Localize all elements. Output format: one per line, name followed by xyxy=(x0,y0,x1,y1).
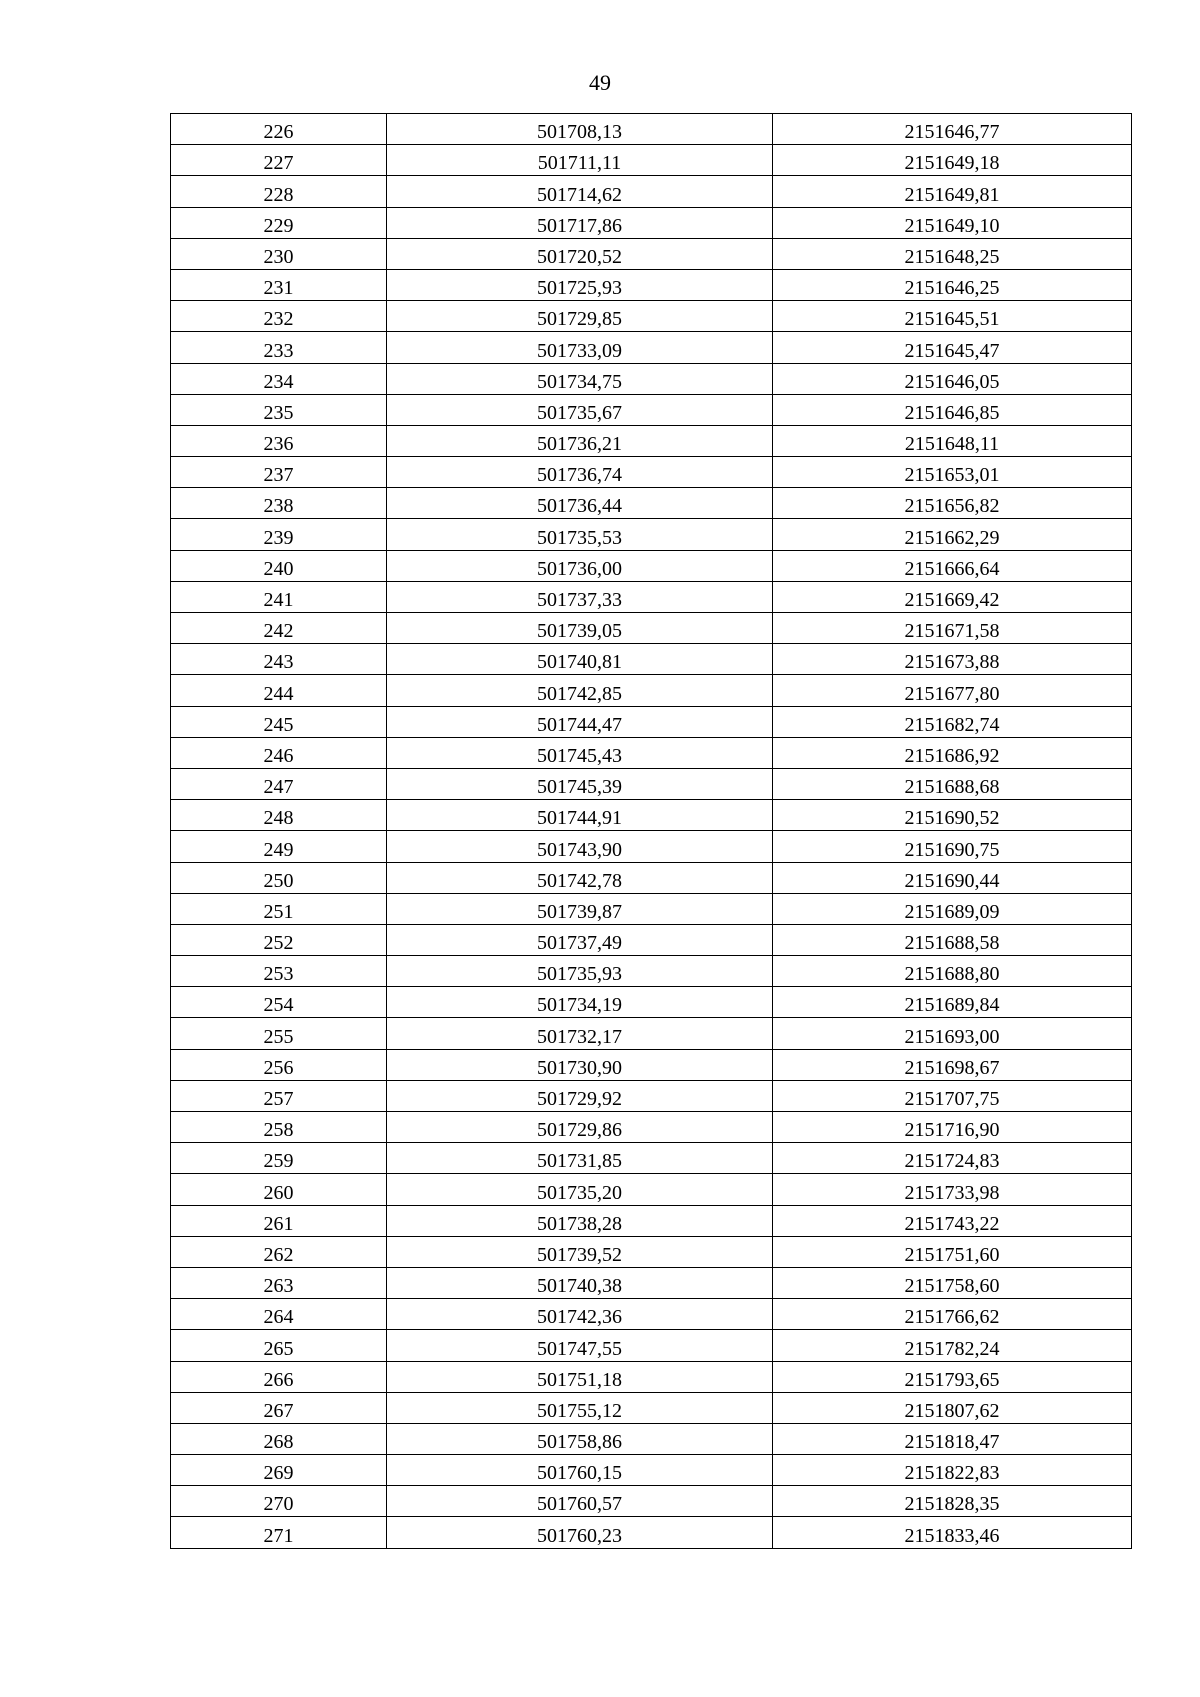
x-coordinate-cell: 501737,33 xyxy=(387,581,773,612)
point-number-cell: 240 xyxy=(171,550,387,581)
y-coordinate-cell: 2151649,81 xyxy=(773,176,1132,207)
point-number-cell: 255 xyxy=(171,1018,387,1049)
table-row xyxy=(171,1423,1132,1454)
y-coordinate-cell: 2151648,11 xyxy=(773,425,1132,456)
table-row xyxy=(171,145,1132,176)
point-number-cell: 266 xyxy=(171,1361,387,1392)
x-coordinate-cell: 501744,47 xyxy=(387,706,773,737)
table-row xyxy=(171,1392,1132,1423)
y-coordinate-cell: 2151807,62 xyxy=(773,1392,1132,1423)
x-coordinate-cell: 501745,43 xyxy=(387,737,773,768)
table-row xyxy=(171,332,1132,363)
y-coordinate-cell: 2151646,77 xyxy=(773,114,1132,145)
table-row xyxy=(171,831,1132,862)
x-coordinate-cell: 501735,67 xyxy=(387,394,773,425)
x-coordinate-cell: 501751,18 xyxy=(387,1361,773,1392)
point-number-cell: 228 xyxy=(171,176,387,207)
y-coordinate-cell: 2151649,18 xyxy=(773,145,1132,176)
table-row xyxy=(171,1080,1132,1111)
point-number-cell: 262 xyxy=(171,1236,387,1267)
table-row xyxy=(171,862,1132,893)
point-number-cell: 247 xyxy=(171,768,387,799)
table-row xyxy=(171,457,1132,488)
point-number-cell: 248 xyxy=(171,800,387,831)
x-coordinate-cell: 501732,17 xyxy=(387,1018,773,1049)
point-number-cell: 230 xyxy=(171,238,387,269)
point-number-cell: 256 xyxy=(171,1049,387,1080)
point-number-cell: 235 xyxy=(171,394,387,425)
x-coordinate-cell: 501760,57 xyxy=(387,1486,773,1517)
x-coordinate-cell: 501731,85 xyxy=(387,1143,773,1174)
y-coordinate-cell: 2151828,35 xyxy=(773,1486,1132,1517)
table-row xyxy=(171,768,1132,799)
y-coordinate-cell: 2151758,60 xyxy=(773,1267,1132,1298)
point-number-cell: 242 xyxy=(171,613,387,644)
point-number-cell: 253 xyxy=(171,956,387,987)
point-number-cell: 245 xyxy=(171,706,387,737)
table-row xyxy=(171,644,1132,675)
point-number-cell: 238 xyxy=(171,488,387,519)
table-row xyxy=(171,737,1132,768)
y-coordinate-cell: 2151666,64 xyxy=(773,550,1132,581)
y-coordinate-cell: 2151649,10 xyxy=(773,207,1132,238)
coordinates-table-body xyxy=(171,114,1132,1549)
y-coordinate-cell: 2151707,75 xyxy=(773,1080,1132,1111)
y-coordinate-cell: 2151645,47 xyxy=(773,332,1132,363)
table-row xyxy=(171,114,1132,145)
y-coordinate-cell: 2151688,58 xyxy=(773,924,1132,955)
table-row xyxy=(171,363,1132,394)
x-coordinate-cell: 501717,86 xyxy=(387,207,773,238)
y-coordinate-cell: 2151682,74 xyxy=(773,706,1132,737)
point-number-cell: 237 xyxy=(171,457,387,488)
table-row xyxy=(171,675,1132,706)
table-row xyxy=(171,924,1132,955)
coordinates-table xyxy=(170,113,1132,1549)
table-row xyxy=(171,394,1132,425)
y-coordinate-cell: 2151656,82 xyxy=(773,488,1132,519)
y-coordinate-cell: 2151677,80 xyxy=(773,675,1132,706)
x-coordinate-cell: 501758,86 xyxy=(387,1423,773,1454)
y-coordinate-cell: 2151724,83 xyxy=(773,1143,1132,1174)
x-coordinate-cell: 501729,86 xyxy=(387,1112,773,1143)
table-row xyxy=(171,1112,1132,1143)
table-row xyxy=(171,1486,1132,1517)
y-coordinate-cell: 2151690,75 xyxy=(773,831,1132,862)
x-coordinate-cell: 501714,62 xyxy=(387,176,773,207)
point-number-cell: 259 xyxy=(171,1143,387,1174)
point-number-cell: 234 xyxy=(171,363,387,394)
y-coordinate-cell: 2151662,29 xyxy=(773,519,1132,550)
x-coordinate-cell: 501747,55 xyxy=(387,1330,773,1361)
x-coordinate-cell: 501734,19 xyxy=(387,987,773,1018)
point-number-cell: 268 xyxy=(171,1423,387,1454)
point-number-cell: 227 xyxy=(171,145,387,176)
table-row xyxy=(171,581,1132,612)
y-coordinate-cell: 2151645,51 xyxy=(773,301,1132,332)
point-number-cell: 233 xyxy=(171,332,387,363)
x-coordinate-cell: 501760,23 xyxy=(387,1517,773,1548)
table-row xyxy=(171,956,1132,987)
point-number-cell: 252 xyxy=(171,924,387,955)
point-number-cell: 246 xyxy=(171,737,387,768)
table-row xyxy=(171,1236,1132,1267)
x-coordinate-cell: 501736,21 xyxy=(387,425,773,456)
x-coordinate-cell: 501742,78 xyxy=(387,862,773,893)
y-coordinate-cell: 2151648,25 xyxy=(773,238,1132,269)
table-row xyxy=(171,800,1132,831)
point-number-cell: 250 xyxy=(171,862,387,893)
y-coordinate-cell: 2151689,84 xyxy=(773,987,1132,1018)
x-coordinate-cell: 501736,74 xyxy=(387,457,773,488)
table-row xyxy=(171,207,1132,238)
table-row xyxy=(171,519,1132,550)
y-coordinate-cell: 2151751,60 xyxy=(773,1236,1132,1267)
point-number-cell: 243 xyxy=(171,644,387,675)
point-number-cell: 239 xyxy=(171,519,387,550)
x-coordinate-cell: 501734,75 xyxy=(387,363,773,394)
x-coordinate-cell: 501744,91 xyxy=(387,800,773,831)
y-coordinate-cell: 2151690,52 xyxy=(773,800,1132,831)
point-number-cell: 270 xyxy=(171,1486,387,1517)
x-coordinate-cell: 501735,20 xyxy=(387,1174,773,1205)
y-coordinate-cell: 2151733,98 xyxy=(773,1174,1132,1205)
table-row xyxy=(171,1267,1132,1298)
x-coordinate-cell: 501736,00 xyxy=(387,550,773,581)
point-number-cell: 249 xyxy=(171,831,387,862)
y-coordinate-cell: 2151822,83 xyxy=(773,1455,1132,1486)
table-row xyxy=(171,1049,1132,1080)
point-number-cell: 257 xyxy=(171,1080,387,1111)
y-coordinate-cell: 2151690,44 xyxy=(773,862,1132,893)
point-number-cell: 258 xyxy=(171,1112,387,1143)
point-number-cell: 244 xyxy=(171,675,387,706)
point-number-cell: 263 xyxy=(171,1267,387,1298)
y-coordinate-cell: 2151793,65 xyxy=(773,1361,1132,1392)
y-coordinate-cell: 2151782,24 xyxy=(773,1330,1132,1361)
y-coordinate-cell: 2151646,25 xyxy=(773,269,1132,300)
y-coordinate-cell: 2151688,80 xyxy=(773,956,1132,987)
point-number-cell: 264 xyxy=(171,1299,387,1330)
x-coordinate-cell: 501708,13 xyxy=(387,114,773,145)
x-coordinate-cell: 501735,53 xyxy=(387,519,773,550)
x-coordinate-cell: 501739,05 xyxy=(387,613,773,644)
point-number-cell: 271 xyxy=(171,1517,387,1548)
x-coordinate-cell: 501730,90 xyxy=(387,1049,773,1080)
point-number-cell: 251 xyxy=(171,893,387,924)
y-coordinate-cell: 2151671,58 xyxy=(773,613,1132,644)
x-coordinate-cell: 501736,44 xyxy=(387,488,773,519)
x-coordinate-cell: 501739,52 xyxy=(387,1236,773,1267)
table-row xyxy=(171,1018,1132,1049)
point-number-cell: 229 xyxy=(171,207,387,238)
y-coordinate-cell: 2151693,00 xyxy=(773,1018,1132,1049)
table-row xyxy=(171,1330,1132,1361)
table-row xyxy=(171,987,1132,1018)
y-coordinate-cell: 2151689,09 xyxy=(773,893,1132,924)
y-coordinate-cell: 2151698,67 xyxy=(773,1049,1132,1080)
table-row xyxy=(171,1174,1132,1205)
point-number-cell: 261 xyxy=(171,1205,387,1236)
point-number-cell: 265 xyxy=(171,1330,387,1361)
table-row xyxy=(171,706,1132,737)
table-row xyxy=(171,425,1132,456)
point-number-cell: 231 xyxy=(171,269,387,300)
page-number: 49 xyxy=(589,70,611,95)
x-coordinate-cell: 501733,09 xyxy=(387,332,773,363)
x-coordinate-cell: 501743,90 xyxy=(387,831,773,862)
y-coordinate-cell: 2151716,90 xyxy=(773,1112,1132,1143)
x-coordinate-cell: 501737,49 xyxy=(387,924,773,955)
y-coordinate-cell: 2151688,68 xyxy=(773,768,1132,799)
table-row xyxy=(171,1205,1132,1236)
table-row xyxy=(171,1455,1132,1486)
x-coordinate-cell: 501729,85 xyxy=(387,301,773,332)
table-row xyxy=(171,1299,1132,1330)
y-coordinate-cell: 2151766,62 xyxy=(773,1299,1132,1330)
x-coordinate-cell: 501738,28 xyxy=(387,1205,773,1236)
x-coordinate-cell: 501735,93 xyxy=(387,956,773,987)
x-coordinate-cell: 501739,87 xyxy=(387,893,773,924)
y-coordinate-cell: 2151686,92 xyxy=(773,737,1132,768)
table-row xyxy=(171,550,1132,581)
x-coordinate-cell: 501720,52 xyxy=(387,238,773,269)
x-coordinate-cell: 501745,39 xyxy=(387,768,773,799)
table-row xyxy=(171,238,1132,269)
table-row xyxy=(171,176,1132,207)
point-number-cell: 260 xyxy=(171,1174,387,1205)
point-number-cell: 267 xyxy=(171,1392,387,1423)
table-row xyxy=(171,613,1132,644)
point-number-cell: 241 xyxy=(171,581,387,612)
x-coordinate-cell: 501740,81 xyxy=(387,644,773,675)
y-coordinate-cell: 2151818,47 xyxy=(773,1423,1132,1454)
x-coordinate-cell: 501729,92 xyxy=(387,1080,773,1111)
point-number-cell: 269 xyxy=(171,1455,387,1486)
point-number-cell: 232 xyxy=(171,301,387,332)
y-coordinate-cell: 2151669,42 xyxy=(773,581,1132,612)
point-number-cell: 226 xyxy=(171,114,387,145)
x-coordinate-cell: 501742,36 xyxy=(387,1299,773,1330)
point-number-cell: 236 xyxy=(171,425,387,456)
y-coordinate-cell: 2151646,05 xyxy=(773,363,1132,394)
x-coordinate-cell: 501725,93 xyxy=(387,269,773,300)
table-row xyxy=(171,269,1132,300)
point-number-cell: 254 xyxy=(171,987,387,1018)
table-row xyxy=(171,1517,1132,1548)
table-row xyxy=(171,488,1132,519)
y-coordinate-cell: 2151833,46 xyxy=(773,1517,1132,1548)
table-row xyxy=(171,301,1132,332)
x-coordinate-cell: 501742,85 xyxy=(387,675,773,706)
table-row xyxy=(171,1143,1132,1174)
y-coordinate-cell: 2151653,01 xyxy=(773,457,1132,488)
x-coordinate-cell: 501711,11 xyxy=(387,145,773,176)
x-coordinate-cell: 501740,38 xyxy=(387,1267,773,1298)
y-coordinate-cell: 2151646,85 xyxy=(773,394,1132,425)
x-coordinate-cell: 501760,15 xyxy=(387,1455,773,1486)
table-row xyxy=(171,1361,1132,1392)
y-coordinate-cell: 2151743,22 xyxy=(773,1205,1132,1236)
y-coordinate-cell: 2151673,88 xyxy=(773,644,1132,675)
x-coordinate-cell: 501755,12 xyxy=(387,1392,773,1423)
table-row xyxy=(171,893,1132,924)
